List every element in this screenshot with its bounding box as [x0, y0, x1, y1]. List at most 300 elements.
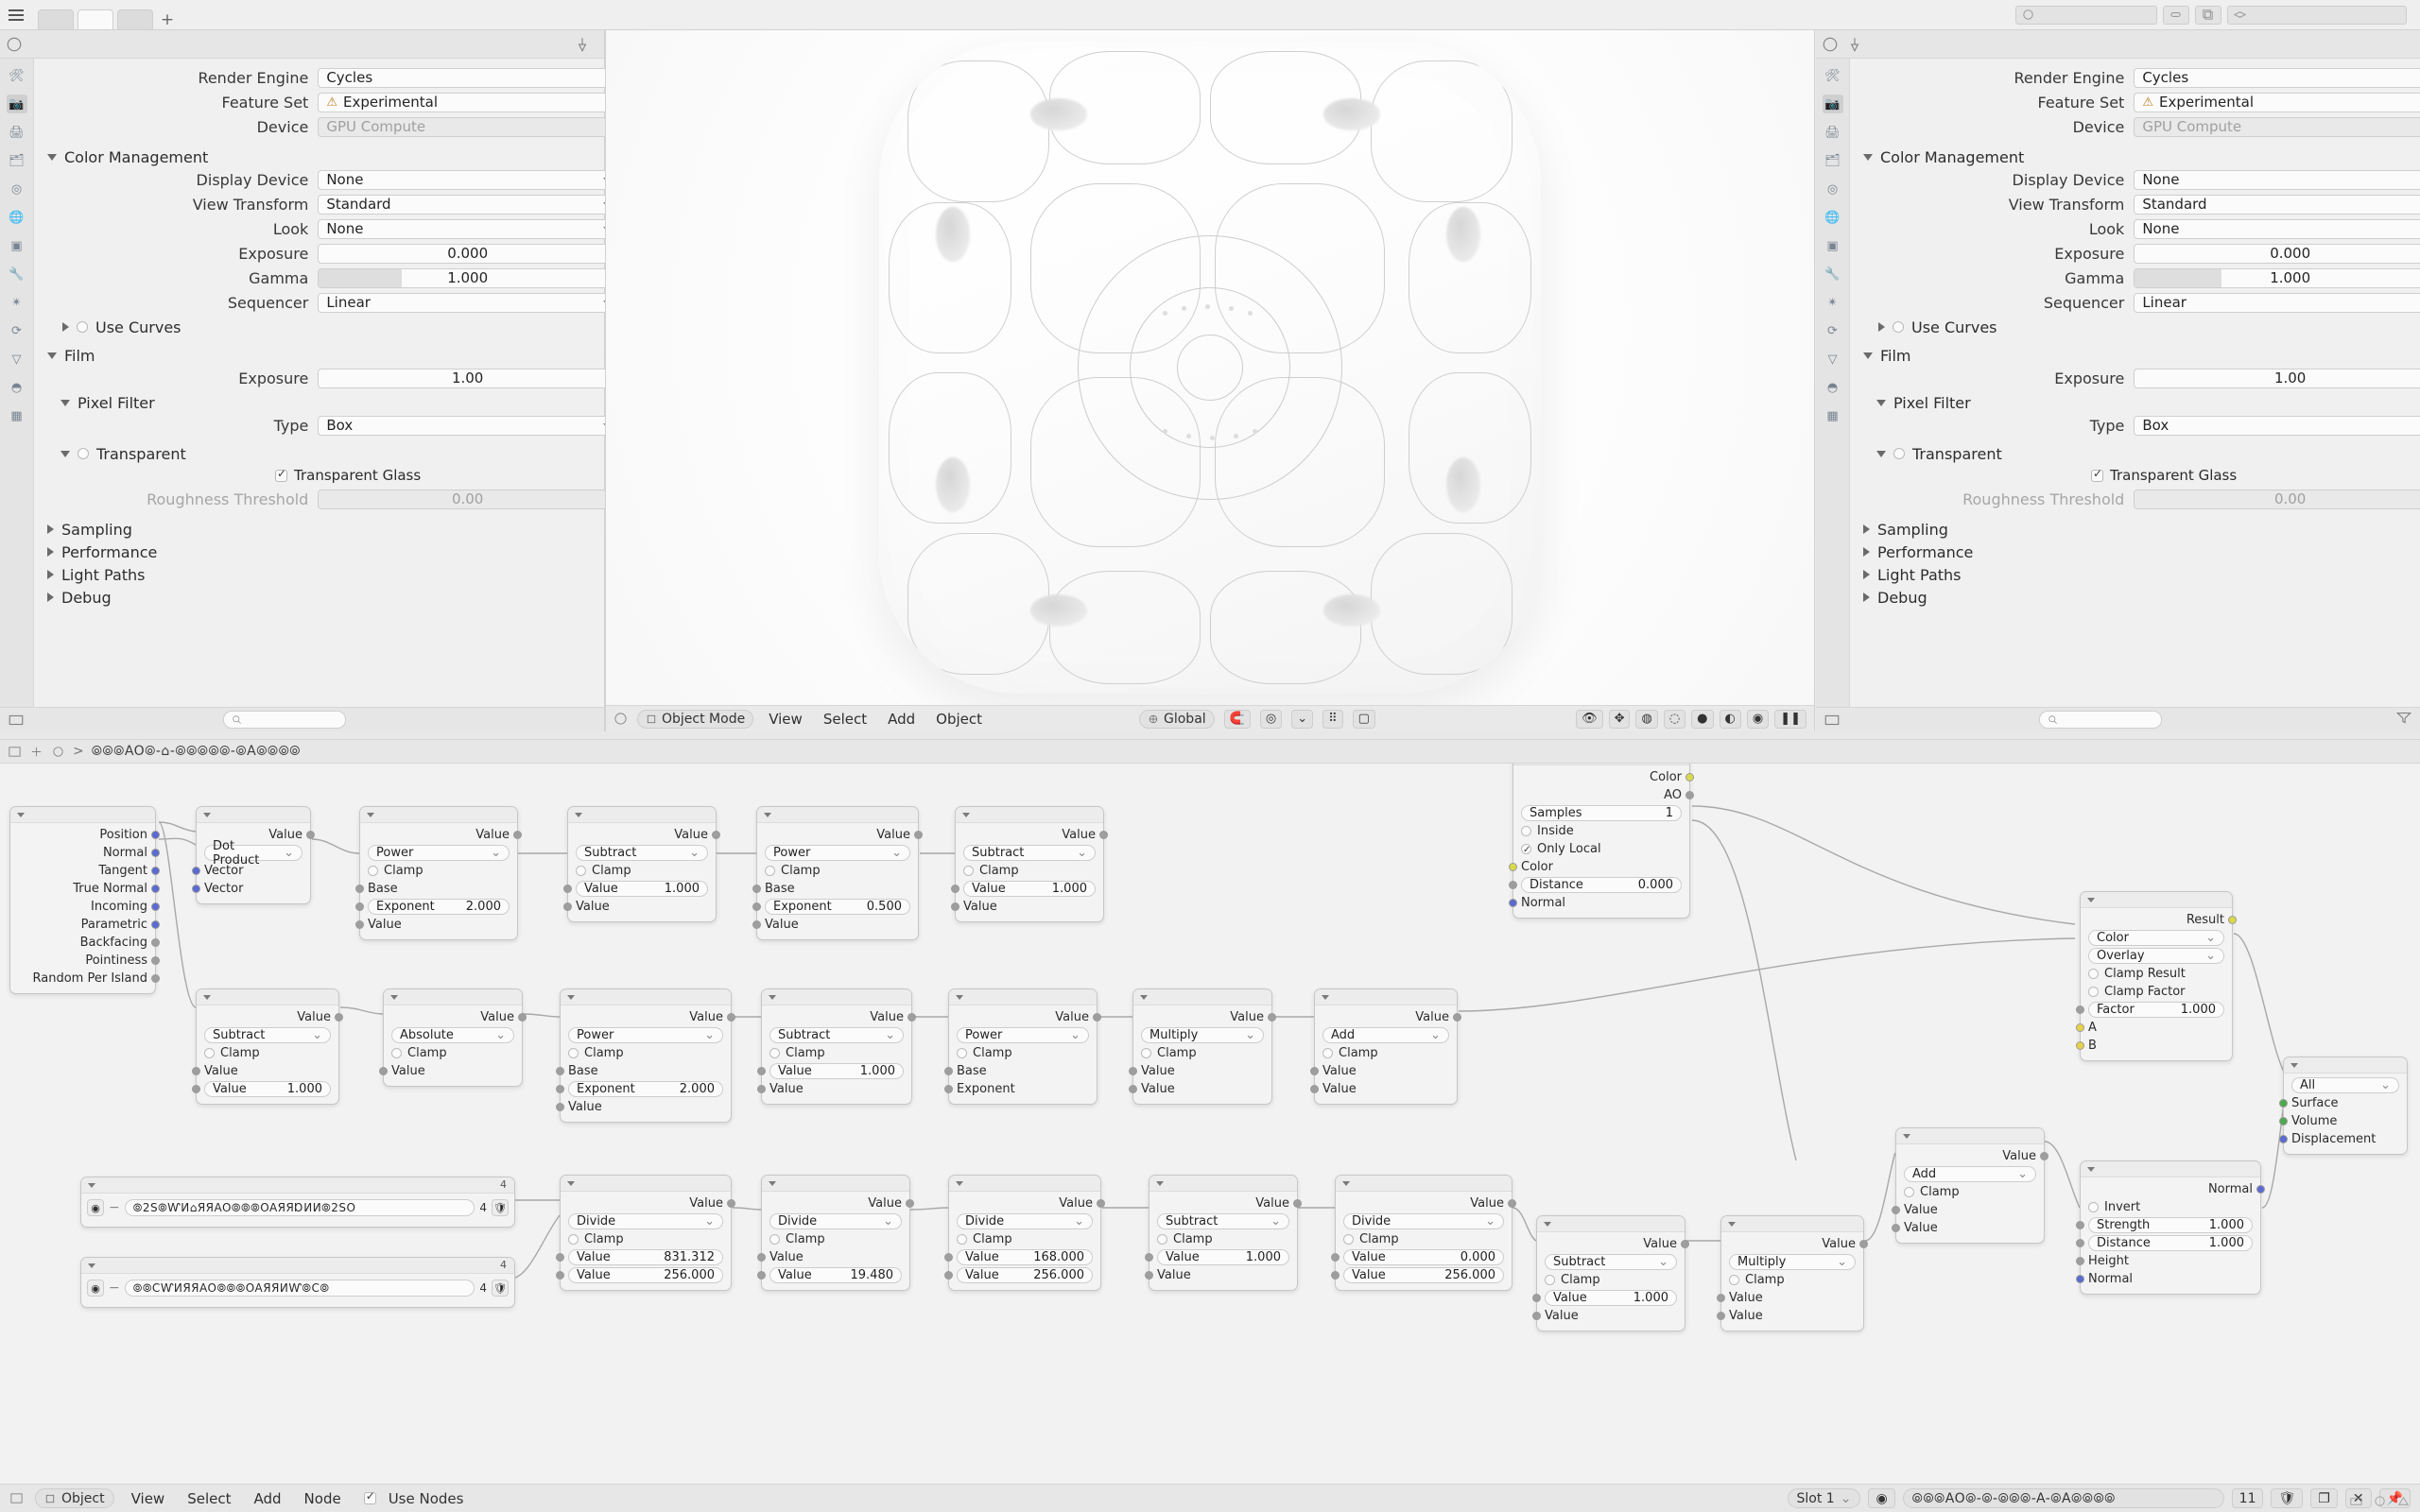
node-header[interactable]	[1896, 1128, 2044, 1144]
socket-in[interactable]	[944, 1271, 953, 1280]
node-material-output[interactable]	[2283, 1057, 2408, 1155]
output-value[interactable]: Value	[762, 1194, 909, 1212]
socket-in[interactable]	[556, 1253, 564, 1262]
socket-in[interactable]	[2279, 1099, 2288, 1108]
proportional-falloff-icon[interactable]: ⌄	[1291, 710, 1313, 729]
editor-type-icon[interactable]	[614, 712, 628, 726]
section-transparent[interactable]	[34, 442, 638, 465]
input-color[interactable]: Color	[1513, 858, 1689, 876]
new-material-icon[interactable]: ❐	[2310, 1488, 2338, 1508]
node-header[interactable]	[949, 1176, 1100, 1192]
editor-type-icon[interactable]	[1822, 36, 1839, 53]
input-exponent[interactable]: Exponent 0.500	[757, 898, 918, 916]
pause-render-button[interactable]: ❚❚	[1774, 710, 1806, 729]
input-value-2[interactable]: Value 256.000	[561, 1266, 731, 1284]
output-true-normal[interactable]: True Normal	[10, 880, 155, 898]
node-header[interactable]: 4	[81, 1177, 514, 1194]
input-value-2[interactable]: Value	[1150, 1266, 1297, 1284]
viewport-menu-view[interactable]: View	[769, 710, 803, 728]
look-dropdown[interactable]	[2134, 219, 2420, 239]
node-math-subtract-4[interactable]	[761, 988, 912, 1105]
input-exponent[interactable]: Exponent 2.000	[360, 898, 517, 916]
socket-in[interactable]	[1717, 1294, 1725, 1302]
output-value[interactable]: Value	[197, 1008, 338, 1026]
socket-out[interactable]	[2228, 916, 2237, 924]
sequencer-dropdown[interactable]	[2134, 293, 2420, 313]
socket-out[interactable]	[151, 920, 160, 929]
tab-render[interactable]: 📷	[7, 94, 27, 113]
input-factor[interactable]: Factor 1.000	[2081, 1001, 2232, 1019]
image-name-field[interactable]: ⦾⦾CⱲИЯЯAO⦾⦾⦾OAЯЯИⱲ⦾C⦾	[125, 1280, 475, 1297]
socket-in[interactable]	[1509, 899, 1517, 907]
input-exponent[interactable]: Exponent	[949, 1080, 1097, 1098]
section-debug[interactable]	[34, 586, 638, 609]
output-value[interactable]: Value	[1721, 1235, 1863, 1253]
clamp-checkbox[interactable]	[391, 1048, 402, 1058]
clamp-toggle[interactable]: Clamp	[197, 1044, 338, 1062]
node-header[interactable]	[2284, 1057, 2407, 1074]
workspace-tab-3[interactable]	[117, 9, 153, 30]
socket-out[interactable]	[2256, 1185, 2265, 1194]
output-value[interactable]: Value	[1315, 1008, 1457, 1026]
transform-orientation-selector[interactable]	[1139, 710, 1215, 729]
node-mix-rgb-overlay[interactable]	[2080, 891, 2233, 1061]
input-normal[interactable]: Normal	[2081, 1270, 2260, 1288]
view-layer-selector[interactable]	[2227, 6, 2407, 25]
exposure-slider[interactable]	[318, 244, 617, 264]
copy-scene-button[interactable]	[2195, 6, 2221, 25]
input-value-2[interactable]: Value	[956, 898, 1103, 916]
input-value-1[interactable]: Value 1.000	[1537, 1289, 1685, 1307]
input-value[interactable]: Value	[757, 916, 918, 934]
socket-out[interactable]	[335, 1013, 343, 1022]
visibility-icon[interactable]: 👁	[1576, 710, 1603, 729]
socket-out[interactable]	[151, 974, 160, 983]
input-value-2[interactable]: Value	[1721, 1307, 1863, 1325]
gamma-slider[interactable]	[2134, 268, 2420, 288]
clamp-checkbox[interactable]	[957, 1234, 967, 1245]
render-engine-dropdown[interactable]	[2134, 68, 2420, 88]
clamp-toggle[interactable]: Clamp	[1336, 1230, 1512, 1248]
clamp-toggle[interactable]: Clamp	[949, 1230, 1100, 1248]
socket-out[interactable]	[908, 1013, 916, 1022]
view-transform-dropdown[interactable]	[2134, 195, 2420, 215]
operation-dropdown[interactable]: Divide ⌄	[949, 1212, 1100, 1230]
viewport-menu-select[interactable]: Select	[822, 710, 868, 728]
roughness-threshold-slider[interactable]	[2134, 490, 2420, 509]
socket-in[interactable]	[752, 885, 761, 893]
input-distance[interactable]: Distance 1.000	[2081, 1234, 2260, 1252]
node-header[interactable]	[2081, 1161, 2260, 1177]
output-ao[interactable]: AO	[1513, 786, 1689, 804]
3d-viewport[interactable]	[605, 30, 1815, 731]
display-device-dropdown[interactable]	[318, 170, 617, 190]
clamp-checkbox[interactable]	[1904, 1187, 1914, 1197]
node-header[interactable]	[762, 989, 911, 1005]
node-math-multiply-1[interactable]	[1132, 988, 1272, 1105]
socket-in[interactable]	[757, 1271, 766, 1280]
node-math-power-2[interactable]	[756, 806, 919, 940]
input-a[interactable]: A	[2081, 1019, 2232, 1037]
output-value[interactable]: Value	[561, 1194, 731, 1212]
socket-in[interactable]	[1532, 1312, 1541, 1320]
tab-output[interactable]: 🖨	[9, 125, 25, 140]
link-scene-button[interactable]	[2163, 6, 2189, 25]
socket-in[interactable]	[355, 885, 364, 893]
socket-in[interactable]	[1509, 863, 1517, 871]
clamp-toggle[interactable]: Clamp	[956, 862, 1103, 880]
socket-in[interactable]	[556, 1271, 564, 1280]
node-math-power-1[interactable]	[359, 806, 518, 940]
socket-in[interactable]	[556, 1103, 564, 1111]
socket-out[interactable]	[914, 831, 923, 839]
socket-in[interactable]	[1145, 1253, 1153, 1262]
node-math-multiply-2[interactable]	[1720, 1215, 1864, 1332]
socket-in[interactable]	[944, 1253, 953, 1262]
tab-material[interactable]: ▦	[1826, 408, 1839, 423]
clamp-checkbox[interactable]	[568, 1048, 579, 1058]
operation-dropdown[interactable]: Subtract ⌄	[568, 844, 716, 862]
device-dropdown[interactable]	[318, 117, 625, 137]
socket-in[interactable]	[1509, 881, 1517, 889]
socket-in[interactable]	[192, 1067, 200, 1075]
socket-in[interactable]	[355, 920, 364, 929]
socket-in[interactable]	[1145, 1271, 1153, 1280]
clamp-toggle[interactable]: Clamp	[360, 862, 517, 880]
tab-data[interactable]: ◓	[10, 380, 23, 395]
socket-in[interactable]	[2279, 1135, 2288, 1143]
tab-render[interactable]: 📷	[1823, 94, 1843, 113]
node-header[interactable]	[949, 989, 1097, 1005]
invert-toggle[interactable]: Invert	[2081, 1198, 2260, 1216]
input-value-1[interactable]: Value	[1896, 1201, 2044, 1219]
socket-in[interactable]	[752, 920, 761, 929]
socket-in[interactable]	[944, 1067, 953, 1075]
operation-dropdown[interactable]: Subtract ⌄	[956, 844, 1103, 862]
socket-in[interactable]	[556, 1067, 564, 1075]
editor-type-icon[interactable]	[9, 1491, 24, 1505]
workspace-tab-1[interactable]	[38, 9, 74, 30]
pin-icon[interactable]	[574, 36, 591, 53]
output-result[interactable]: Result	[2081, 911, 2232, 929]
socket-out[interactable]	[151, 849, 160, 857]
overlays-icon[interactable]: ◍	[1635, 710, 1657, 729]
socket-out[interactable]	[906, 1199, 914, 1208]
input-value-2[interactable]: Value	[1315, 1080, 1457, 1098]
node-menu-node[interactable]: Node	[303, 1489, 341, 1507]
clamp-toggle[interactable]: Clamp	[561, 1230, 731, 1248]
socket-in[interactable]	[192, 1085, 200, 1093]
node-header[interactable]	[1133, 989, 1271, 1005]
slot-selector[interactable]: Slot 1 ⌄	[1788, 1488, 1861, 1508]
input-volume[interactable]: Volume	[2284, 1112, 2407, 1130]
editor-type-icon[interactable]	[8, 712, 25, 729]
tab-constraints[interactable]: ▽	[11, 352, 22, 367]
output-value[interactable]: Value	[1133, 1008, 1271, 1026]
tab-material[interactable]: ▦	[10, 408, 23, 423]
node-header[interactable]	[561, 1176, 731, 1192]
node-header[interactable]	[1315, 989, 1457, 1005]
gamma-slider[interactable]	[318, 268, 617, 288]
output-incoming[interactable]: Incoming	[10, 898, 155, 916]
section-pixel-filter[interactable]	[1850, 391, 2420, 414]
tab-physics[interactable]: ⟳	[11, 323, 22, 338]
node-header[interactable]	[197, 989, 338, 1005]
node-math-power-3[interactable]	[560, 988, 732, 1123]
output-random-per-island[interactable]: Random Per Island	[10, 970, 155, 988]
operation-dropdown[interactable]: Subtract ⌄	[197, 1026, 338, 1044]
material-browse-icon[interactable]: ◉	[1868, 1488, 1894, 1508]
node-canvas[interactable]	[0, 764, 2420, 1484]
input-vector-b[interactable]: Vector	[197, 880, 310, 898]
operation-dropdown[interactable]: Power ⌄	[949, 1026, 1097, 1044]
clamp-toggle[interactable]: Clamp	[1537, 1271, 1685, 1289]
data-type-dropdown[interactable]: Color ⌄	[2081, 929, 2232, 947]
clamp-toggle[interactable]: Clamp	[1150, 1230, 1297, 1248]
input-displacement[interactable]: Displacement	[2284, 1130, 2407, 1148]
output-value[interactable]: Value	[757, 826, 918, 844]
section-light-paths[interactable]	[34, 563, 638, 586]
socket-out[interactable]	[1681, 1240, 1689, 1248]
node-math-divide-4[interactable]	[1335, 1175, 1512, 1291]
input-value-2[interactable]: Value 256.000	[949, 1266, 1100, 1284]
socket-out[interactable]	[727, 1199, 735, 1208]
socket-in[interactable]	[355, 902, 364, 911]
input-value-2[interactable]: Value 256.000	[1336, 1266, 1512, 1284]
roughness-threshold-slider[interactable]	[318, 490, 617, 509]
node-geometry[interactable]	[9, 806, 156, 994]
clamp-checkbox[interactable]	[769, 1234, 780, 1245]
hamburger-icon[interactable]	[0, 0, 32, 30]
node-image-texture-group-2[interactable]	[80, 1257, 515, 1308]
input-value-2[interactable]: Value 19.480	[762, 1266, 909, 1284]
socket-in[interactable]	[757, 1253, 766, 1262]
inside-toggle[interactable]: Inside	[1513, 822, 1689, 840]
node-math-add-2[interactable]	[1895, 1127, 2045, 1244]
material-datablock-field[interactable]	[1903, 1488, 2224, 1508]
section-color-management[interactable]	[34, 146, 638, 168]
input-value-2[interactable]: Value	[1537, 1307, 1685, 1325]
node-header[interactable]	[1336, 1176, 1512, 1192]
use-curves-checkbox[interactable]	[77, 321, 88, 333]
mode-selector[interactable]	[637, 710, 753, 729]
feature-set-dropdown[interactable]	[2134, 93, 2420, 112]
socket-in[interactable]	[2076, 1005, 2084, 1014]
node-header[interactable]	[1150, 1176, 1297, 1192]
input-value-1[interactable]: Value 0.000	[1336, 1248, 1512, 1266]
section-light-paths[interactable]	[1850, 563, 2420, 586]
socket-out[interactable]	[1685, 791, 1694, 799]
editor-type-icon[interactable]	[8, 745, 22, 759]
tab-object[interactable]: ▣	[10, 238, 23, 253]
input-value-2[interactable]: Value 1.000	[197, 1080, 338, 1098]
overlay-dots-icon[interactable]: ⠿	[1322, 710, 1343, 729]
unlink-material-button[interactable]: ✕	[2345, 1488, 2372, 1508]
input-distance[interactable]: Distance 0.000	[1513, 876, 1689, 894]
socket-in[interactable]	[951, 902, 959, 911]
tab-modifiers[interactable]: 🔧	[1824, 266, 1841, 282]
section-film[interactable]	[34, 344, 638, 367]
node-header[interactable]	[360, 807, 517, 823]
clamp-result-toggle[interactable]: Clamp Result	[2081, 965, 2232, 983]
operation-dropdown[interactable]: Absolute ⌄	[384, 1026, 522, 1044]
socket-in[interactable]	[379, 1067, 388, 1075]
node-math-divide-2[interactable]	[761, 1175, 910, 1291]
output-normal[interactable]: Normal	[10, 844, 155, 862]
operation-dropdown[interactable]: Divide ⌄	[561, 1212, 731, 1230]
node-math-divide-3[interactable]	[948, 1175, 1101, 1291]
input-base[interactable]: Base	[949, 1062, 1097, 1080]
output-position[interactable]: Position	[10, 826, 155, 844]
tab-scene[interactable]: ◎	[1826, 181, 1839, 197]
socket-out[interactable]	[1453, 1013, 1461, 1022]
snap-magnet-icon[interactable]: 🧲	[1224, 710, 1251, 729]
render-engine-dropdown[interactable]	[318, 68, 625, 88]
use-curves-checkbox[interactable]	[1893, 321, 1904, 333]
output-normal[interactable]: Normal	[2081, 1180, 2260, 1198]
clamp-checkbox[interactable]	[1729, 1275, 1739, 1285]
input-base[interactable]: Base	[757, 880, 918, 898]
tab-particles[interactable]: ✴	[11, 295, 22, 310]
input-strength[interactable]: Strength 1.000	[2081, 1216, 2260, 1234]
socket-in[interactable]	[1310, 1067, 1319, 1075]
clamp-toggle[interactable]: Clamp	[762, 1230, 909, 1248]
input-value-1[interactable]: Value	[1133, 1062, 1271, 1080]
operation-dropdown[interactable]: Subtract ⌄	[762, 1026, 911, 1044]
node-header[interactable]: 4	[81, 1258, 514, 1274]
shading-rendered-icon[interactable]: ◉	[1747, 710, 1769, 729]
input-value[interactable]: Value	[561, 1098, 731, 1116]
socket-out[interactable]	[151, 885, 160, 893]
shading-material-icon[interactable]: ◐	[1720, 710, 1741, 729]
transparent-checkbox[interactable]	[1893, 448, 1905, 459]
section-sampling[interactable]	[1850, 518, 2420, 541]
socket-in[interactable]	[951, 885, 959, 893]
node-header[interactable]	[1537, 1216, 1685, 1232]
shading-wireframe-icon[interactable]: ◌	[1664, 710, 1685, 729]
clamp-toggle[interactable]: Clamp	[1896, 1183, 2044, 1201]
clamp-toggle[interactable]: Clamp	[1721, 1271, 1863, 1289]
target-dropdown[interactable]: All ⌄	[2284, 1076, 2407, 1094]
output-value[interactable]: Value	[360, 826, 517, 844]
socket-out[interactable]	[151, 902, 160, 911]
input-surface[interactable]: Surface	[2284, 1094, 2407, 1112]
view-transform-dropdown[interactable]	[318, 195, 617, 215]
clamp-toggle[interactable]: Clamp	[1133, 1044, 1271, 1062]
socket-out[interactable]	[1268, 1013, 1276, 1022]
use-nodes-toggle[interactable]	[364, 1490, 464, 1507]
pixel-filter-type-dropdown[interactable]	[2134, 416, 2420, 436]
operation-dropdown[interactable]: Subtract ⌄	[1150, 1212, 1297, 1230]
input-value-2[interactable]: Value	[568, 898, 716, 916]
output-pointiness[interactable]: Pointiness	[10, 952, 155, 970]
blend-mode-dropdown[interactable]: Overlay ⌄	[2081, 947, 2232, 965]
output-value[interactable]: Value	[1336, 1194, 1512, 1212]
pin-icon[interactable]	[1846, 36, 1863, 53]
section-pixel-filter[interactable]	[34, 391, 638, 414]
tab-particles[interactable]: ✴	[1827, 295, 1838, 310]
socket-in[interactable]	[757, 1085, 766, 1093]
node-header[interactable]	[956, 807, 1103, 823]
input-value-2[interactable]: Value	[762, 1080, 911, 1098]
clamp-toggle[interactable]: Clamp	[568, 862, 716, 880]
node-header[interactable]	[561, 989, 731, 1005]
node-math-subtract-6[interactable]	[1536, 1215, 1685, 1332]
output-value[interactable]: Value	[561, 1008, 731, 1026]
input-normal[interactable]: Normal	[1513, 894, 1689, 912]
filter-icon[interactable]	[2395, 709, 2412, 726]
node-math-subtract-5[interactable]	[1149, 1175, 1298, 1291]
use-curves-toggle[interactable]	[1850, 316, 2420, 338]
use-curves-toggle[interactable]	[34, 316, 638, 338]
clamp-toggle[interactable]: Clamp	[1315, 1044, 1457, 1062]
input-value-1[interactable]: Value 1.000	[568, 880, 716, 898]
clamp-checkbox[interactable]	[963, 866, 974, 876]
material-users-count[interactable]: 11	[2232, 1488, 2264, 1508]
socket-out[interactable]	[1293, 1199, 1302, 1208]
image-shield-icon[interactable]: 🛡	[492, 1199, 509, 1216]
image-browse-icon[interactable]: ◉	[87, 1280, 104, 1297]
tab-world[interactable]: 🌐	[9, 210, 25, 225]
socket-out[interactable]	[727, 1013, 735, 1022]
node-math-power-4[interactable]	[948, 988, 1098, 1105]
node-menu-select[interactable]: Select	[187, 1489, 232, 1507]
input-value-1[interactable]: Value 831.312	[561, 1248, 731, 1266]
clamp-toggle[interactable]: Clamp	[384, 1044, 522, 1062]
input-value-1[interactable]: Value	[1721, 1289, 1863, 1307]
operation-dropdown[interactable]: Add ⌄	[1896, 1165, 2044, 1183]
input-b[interactable]: B	[2081, 1037, 2232, 1055]
input-value[interactable]: Value	[360, 916, 517, 934]
socket-in[interactable]	[1310, 1085, 1319, 1093]
socket-in[interactable]	[944, 1085, 953, 1093]
output-value[interactable]: Value	[949, 1194, 1100, 1212]
xray-toggle-icon[interactable]: ▢	[1353, 710, 1375, 729]
socket-out[interactable]	[1508, 1199, 1516, 1208]
socket-in[interactable]	[1532, 1294, 1541, 1302]
fake-user-shield-icon[interactable]: 🛡	[2271, 1488, 2303, 1508]
clamp-result-checkbox[interactable]	[2088, 969, 2099, 979]
node-math-subtract-1[interactable]	[567, 806, 717, 922]
node-math-absolute[interactable]	[383, 988, 523, 1087]
clamp-toggle[interactable]: Clamp	[757, 862, 918, 880]
node-math-add-1[interactable]	[1314, 988, 1458, 1105]
socket-out[interactable]	[1859, 1240, 1868, 1248]
operation-dropdown[interactable]: Subtract ⌄	[1537, 1253, 1685, 1271]
node-math-divide-1[interactable]	[560, 1175, 732, 1291]
samples-field[interactable]: Samples 1	[1513, 804, 1689, 822]
operation-dropdown[interactable]: Add ⌄	[1315, 1026, 1457, 1044]
node-header[interactable]	[197, 807, 310, 823]
clamp-checkbox[interactable]	[957, 1048, 967, 1058]
input-height[interactable]: Height	[2081, 1252, 2260, 1270]
only-local-checkbox[interactable]	[1521, 844, 1531, 854]
input-value-1[interactable]: Value	[1315, 1062, 1457, 1080]
clamp-toggle[interactable]: Clamp	[949, 1044, 1097, 1062]
pin-icon[interactable]: 📌	[2379, 1488, 2411, 1508]
shader-type-selector[interactable]	[35, 1488, 114, 1508]
add-node-icon[interactable]	[29, 745, 43, 759]
socket-in[interactable]	[2076, 1257, 2084, 1265]
input-value-1[interactable]: Value	[197, 1062, 338, 1080]
output-value[interactable]: Value	[956, 826, 1103, 844]
transparent-checkbox[interactable]	[78, 448, 89, 459]
input-value-2[interactable]: Value	[1133, 1080, 1271, 1098]
node-image-texture-group[interactable]	[80, 1177, 515, 1228]
image-browse-icon[interactable]: ◉	[87, 1199, 104, 1216]
invert-checkbox[interactable]	[2088, 1202, 2099, 1212]
node-header[interactable]	[762, 1176, 909, 1192]
